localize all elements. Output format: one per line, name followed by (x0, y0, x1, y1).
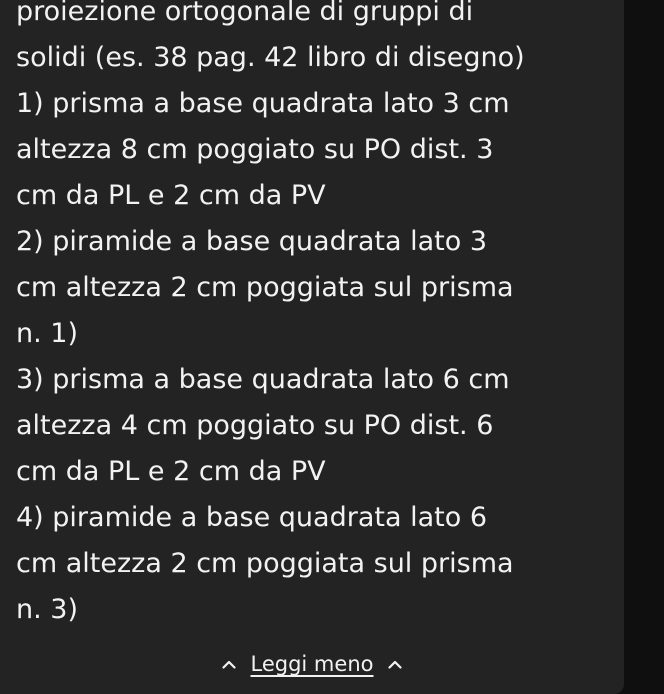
post-line: cm da PL e 2 cm da PV (16, 180, 326, 211)
read-less-button[interactable] (0, 648, 624, 680)
post-line: cm altezza 2 cm poggiata sul prisma (16, 548, 514, 579)
post-line: altezza 8 cm poggiato su PO dist. 3 (16, 134, 494, 165)
post-line: cm da PL e 2 cm da PV (16, 456, 326, 487)
read-less-label[interactable]: Leggi meno (250, 652, 374, 676)
chevron-up-icon (388, 648, 402, 680)
post-line: 2) piramide a base quadrata lato 3 (16, 226, 487, 257)
post-line: proiezione ortogonale di gruppi di (16, 0, 474, 27)
post-line: 4) piramide a base quadrata lato 6 (16, 502, 487, 533)
post-body (16, 0, 616, 633)
post-line: n. 1) (16, 318, 78, 349)
post-line: cm altezza 2 cm poggiata sul prisma (16, 272, 514, 303)
post-line: altezza 4 cm poggiato su PO dist. 6 (16, 410, 494, 441)
post-line: 1) prisma a base quadrata lato 3 cm (16, 88, 510, 119)
post-line: 3) prisma a base quadrata lato 6 cm (16, 364, 510, 395)
chevron-up-icon (222, 648, 236, 680)
post-line: n. 3) (16, 594, 78, 625)
post-line: solidi (es. 38 pag. 42 libro di disegno) (16, 42, 525, 73)
